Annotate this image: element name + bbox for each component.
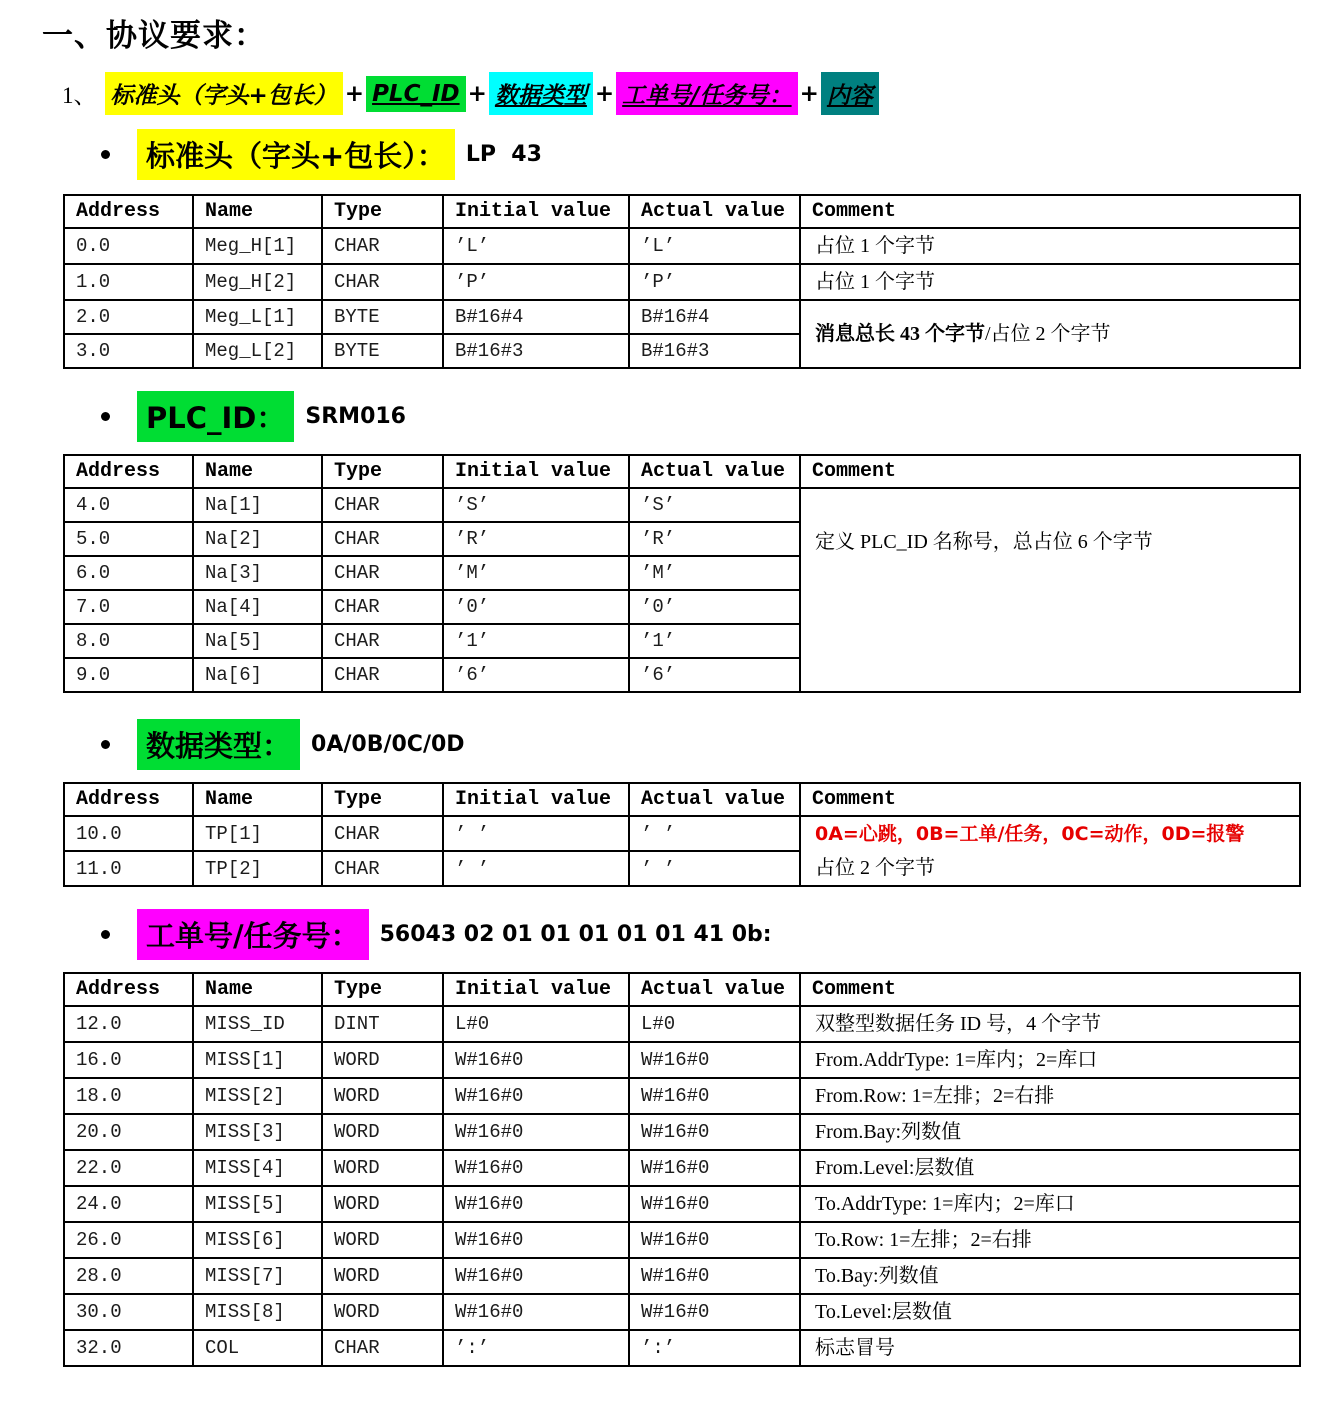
cell-comment xyxy=(800,1006,1300,1042)
cell-comment xyxy=(800,1258,1300,1294)
column-header: Comment xyxy=(800,455,1300,488)
comment-text: 消息总长 43 个字节 xyxy=(815,323,985,345)
cell-name: Na[3] xyxy=(193,556,322,590)
comment-text: 定义 PLC_ID 名称号，总占位 6 个字节 xyxy=(815,531,1153,553)
cell-comment xyxy=(800,816,1300,886)
header-row xyxy=(64,783,1300,816)
comment-text: 标志冒号 xyxy=(815,1337,895,1359)
cell-type: WORD xyxy=(322,1222,443,1258)
cell-initial-value: L#0 xyxy=(443,1006,629,1042)
formula-segment: + xyxy=(799,80,819,107)
cell-type: BYTE xyxy=(322,334,443,368)
cell-initial-value: W#16#0 xyxy=(443,1150,629,1186)
cell-initial-value: W#16#0 xyxy=(443,1222,629,1258)
section-value-standard-header: LP 43 xyxy=(465,142,542,167)
column-header: Address xyxy=(64,195,193,228)
cell-actual-value: W#16#0 xyxy=(629,1114,800,1150)
cell-type: WORD xyxy=(322,1114,443,1150)
cell-type: WORD xyxy=(322,1150,443,1186)
cell-actual-value: ’6’ xyxy=(629,658,800,692)
table-row xyxy=(64,1078,1300,1114)
cell-actual-value: ’S’ xyxy=(629,488,800,522)
bullet-icon xyxy=(101,150,110,159)
column-header: Actual value xyxy=(629,455,800,488)
cell-name: MISS[1] xyxy=(193,1042,322,1078)
cell-name: MISS[6] xyxy=(193,1222,322,1258)
formula-segments xyxy=(105,72,879,115)
formula-segment: + xyxy=(344,80,365,107)
comment-text: To.Row: 1=左排；2=右排 xyxy=(815,1229,1032,1251)
cell-type: CHAR xyxy=(322,556,443,590)
cell-comment xyxy=(800,1078,1300,1114)
cell-actual-value: ’M’ xyxy=(629,556,800,590)
comment-text: 双整型数据任务 ID 号，4 个字节 xyxy=(815,1013,1102,1035)
comment-text: 占位 2 个字节 xyxy=(815,857,935,879)
cell-comment xyxy=(800,1150,1300,1186)
table-row xyxy=(64,300,1300,334)
cell-comment xyxy=(800,1114,1300,1150)
cell-address: 4.0 xyxy=(64,488,193,522)
column-header: Initial value xyxy=(443,783,629,816)
list-number: 1、 xyxy=(62,83,97,108)
cell-actual-value: W#16#0 xyxy=(629,1042,800,1078)
cell-name: Na[1] xyxy=(193,488,322,522)
cell-initial-value: ’:’ xyxy=(443,1330,629,1366)
data-type-table xyxy=(63,782,1301,887)
cell-name: Meg_H[1] xyxy=(193,228,322,264)
bullet-line xyxy=(101,719,1344,770)
column-header: Initial value xyxy=(443,973,629,1006)
column-header: Name xyxy=(193,455,322,488)
section-label-plc-id: PLC_ID： xyxy=(137,391,294,442)
cell-type: WORD xyxy=(322,1078,443,1114)
comment-text: From.Level:层数值 xyxy=(815,1157,975,1179)
column-header: Initial value xyxy=(443,195,629,228)
column-header: Comment xyxy=(800,195,1300,228)
cell-comment xyxy=(800,488,1300,692)
cell-actual-value: ’0’ xyxy=(629,590,800,624)
cell-initial-value: W#16#0 xyxy=(443,1078,629,1114)
cell-comment xyxy=(800,1042,1300,1078)
table-row xyxy=(64,1330,1300,1366)
column-header: Name xyxy=(193,973,322,1006)
cell-name: TP[1] xyxy=(193,816,322,851)
cell-initial-value: ’P’ xyxy=(443,264,629,300)
comment-text: To.Level:层数值 xyxy=(815,1301,952,1323)
cell-address: 3.0 xyxy=(64,334,193,368)
bullet-icon xyxy=(101,930,110,939)
formula-segment: 标准头（字头+包长） xyxy=(105,72,343,115)
section-data-type xyxy=(0,719,1344,887)
cell-type: CHAR xyxy=(322,488,443,522)
cell-actual-value: W#16#0 xyxy=(629,1222,800,1258)
cell-type: CHAR xyxy=(322,522,443,556)
comment-text: From.AddrType: 1=库内；2=库口 xyxy=(815,1049,1098,1071)
cell-actual-value: ’1’ xyxy=(629,624,800,658)
cell-type: CHAR xyxy=(322,1330,443,1366)
cell-actual-value: ’ ’ xyxy=(629,851,800,886)
cell-initial-value: W#16#0 xyxy=(443,1186,629,1222)
cell-type: WORD xyxy=(322,1294,443,1330)
comment-text: 占位 1 个字节 xyxy=(815,271,935,293)
cell-name: MISS[5] xyxy=(193,1186,322,1222)
column-header: Type xyxy=(322,195,443,228)
cell-type: WORD xyxy=(322,1042,443,1078)
cell-actual-value: ’:’ xyxy=(629,1330,800,1366)
table-row xyxy=(64,228,1300,264)
comment-text: To.AddrType: 1=库内；2=库口 xyxy=(815,1193,1075,1215)
column-header: Actual value xyxy=(629,195,800,228)
cell-name: COL xyxy=(193,1330,322,1366)
table-row xyxy=(64,1294,1300,1330)
table-row xyxy=(64,264,1300,300)
cell-initial-value: ’ ’ xyxy=(443,816,629,851)
cell-address: 30.0 xyxy=(64,1294,193,1330)
column-header: Name xyxy=(193,195,322,228)
cell-address: 11.0 xyxy=(64,851,193,886)
cell-name: Na[4] xyxy=(193,590,322,624)
work-order-table xyxy=(63,972,1301,1367)
cell-initial-value: B#16#3 xyxy=(443,334,629,368)
cell-name: MISS_ID xyxy=(193,1006,322,1042)
header-row xyxy=(64,455,1300,488)
column-header: Actual value xyxy=(629,973,800,1006)
cell-type: CHAR xyxy=(322,851,443,886)
section-value-plc-id: SRM016 xyxy=(305,404,406,429)
cell-type: CHAR xyxy=(322,624,443,658)
cell-actual-value: ’ ’ xyxy=(629,816,800,851)
cell-name: Na[5] xyxy=(193,624,322,658)
table-row xyxy=(64,1222,1300,1258)
cell-type: CHAR xyxy=(322,816,443,851)
cell-name: Na[2] xyxy=(193,522,322,556)
cell-address: 2.0 xyxy=(64,300,193,334)
cell-actual-value: W#16#0 xyxy=(629,1258,800,1294)
table-row xyxy=(64,488,1300,522)
cell-actual-value: W#16#0 xyxy=(629,1150,800,1186)
cell-address: 1.0 xyxy=(64,264,193,300)
cell-initial-value: W#16#0 xyxy=(443,1294,629,1330)
protocol-formula-line xyxy=(62,72,1344,115)
cell-address: 5.0 xyxy=(64,522,193,556)
formula-segment: 工单号/任务号： xyxy=(616,72,797,115)
cell-comment xyxy=(800,264,1300,300)
cell-address: 22.0 xyxy=(64,1150,193,1186)
cell-initial-value: W#16#0 xyxy=(443,1114,629,1150)
cell-name: MISS[4] xyxy=(193,1150,322,1186)
cell-comment xyxy=(800,1294,1300,1330)
cell-comment xyxy=(800,1186,1300,1222)
cell-actual-value: W#16#0 xyxy=(629,1078,800,1114)
cell-address: 26.0 xyxy=(64,1222,193,1258)
column-header: Name xyxy=(193,783,322,816)
cell-type: WORD xyxy=(322,1258,443,1294)
column-header: Address xyxy=(64,455,193,488)
cell-type: CHAR xyxy=(322,590,443,624)
cell-type: CHAR xyxy=(322,658,443,692)
column-header: Type xyxy=(322,455,443,488)
cell-name: TP[2] xyxy=(193,851,322,886)
column-header: Type xyxy=(322,973,443,1006)
cell-actual-value: ’L’ xyxy=(629,228,800,264)
cell-address: 18.0 xyxy=(64,1078,193,1114)
comment-text: From.Row: 1=左排；2=右排 xyxy=(815,1085,1055,1107)
section-value-data-type: 0A/0B/0C/0D xyxy=(311,732,465,757)
section-label-data-type: 数据类型： xyxy=(137,719,300,770)
column-header: Type xyxy=(322,783,443,816)
formula-segment: + xyxy=(467,80,487,107)
cell-initial-value: ’R’ xyxy=(443,522,629,556)
cell-initial-value: B#16#4 xyxy=(443,300,629,334)
cell-address: 20.0 xyxy=(64,1114,193,1150)
cell-comment xyxy=(800,1330,1300,1366)
comment-text: 0A=心跳，0B=工单/任务，0C=动作，0D=报警 xyxy=(815,823,1245,845)
cell-type: WORD xyxy=(322,1186,443,1222)
cell-initial-value: ’0’ xyxy=(443,590,629,624)
comment-text: From.Bay:列数值 xyxy=(815,1121,962,1143)
table-row xyxy=(64,1258,1300,1294)
formula-segment: PLC_ID xyxy=(366,76,466,112)
section-plc-id xyxy=(0,391,1344,693)
cell-name: Meg_H[2] xyxy=(193,264,322,300)
cell-actual-value: B#16#4 xyxy=(629,300,800,334)
column-header: Address xyxy=(64,783,193,816)
section-value-work-order: 56043 02 01 01 01 01 01 41 0b: xyxy=(379,922,772,947)
bullet-line xyxy=(101,129,1344,180)
comment-text: 占位 1 个字节 xyxy=(815,235,935,257)
cell-comment xyxy=(800,1222,1300,1258)
cell-actual-value: L#0 xyxy=(629,1006,800,1042)
table-row xyxy=(64,1006,1300,1042)
cell-initial-value: ’L’ xyxy=(443,228,629,264)
header-row xyxy=(64,195,1300,228)
formula-segment: + xyxy=(594,80,615,107)
document-page xyxy=(0,10,1344,1412)
cell-address: 10.0 xyxy=(64,816,193,851)
cell-name: MISS[3] xyxy=(193,1114,322,1150)
cell-address: 6.0 xyxy=(64,556,193,590)
formula-segment: 数据类型 xyxy=(489,72,593,115)
table-row xyxy=(64,1186,1300,1222)
cell-initial-value: ’6’ xyxy=(443,658,629,692)
comment-text: /占位 2 个字节 xyxy=(985,323,1111,345)
column-header: Initial value xyxy=(443,455,629,488)
bullet-icon xyxy=(101,412,110,421)
cell-address: 16.0 xyxy=(64,1042,193,1078)
cell-comment xyxy=(800,300,1300,368)
column-header: Comment xyxy=(800,783,1300,816)
header-row xyxy=(64,973,1300,1006)
cell-type: CHAR xyxy=(322,264,443,300)
plc-id-table xyxy=(63,454,1301,693)
cell-initial-value: W#16#0 xyxy=(443,1042,629,1078)
section-label-standard-header: 标准头（字头+包长）： xyxy=(137,129,455,180)
table-row xyxy=(64,816,1300,851)
cell-address: 9.0 xyxy=(64,658,193,692)
cell-name: MISS[7] xyxy=(193,1258,322,1294)
cell-address: 0.0 xyxy=(64,228,193,264)
cell-actual-value: W#16#0 xyxy=(629,1186,800,1222)
section-standard-header xyxy=(0,129,1344,369)
column-header: Actual value xyxy=(629,783,800,816)
formula-segment: 内容 xyxy=(821,72,879,115)
cell-name: Meg_L[1] xyxy=(193,300,322,334)
column-header: Address xyxy=(64,973,193,1006)
cell-name: Na[6] xyxy=(193,658,322,692)
column-header: Comment xyxy=(800,973,1300,1006)
table-row xyxy=(64,1042,1300,1078)
cell-initial-value: ’S’ xyxy=(443,488,629,522)
bullet-line xyxy=(101,391,1344,442)
cell-address: 12.0 xyxy=(64,1006,193,1042)
cell-type: DINT xyxy=(322,1006,443,1042)
cell-address: 28.0 xyxy=(64,1258,193,1294)
bullet-line xyxy=(101,909,1344,960)
cell-address: 24.0 xyxy=(64,1186,193,1222)
cell-initial-value: ’M’ xyxy=(443,556,629,590)
cell-initial-value: W#16#0 xyxy=(443,1258,629,1294)
cell-name: Meg_L[2] xyxy=(193,334,322,368)
table-row xyxy=(64,1114,1300,1150)
table-row xyxy=(64,1150,1300,1186)
cell-actual-value: ’R’ xyxy=(629,522,800,556)
comment-text: To.Bay:列数值 xyxy=(815,1265,939,1287)
cell-initial-value: ’ ’ xyxy=(443,851,629,886)
cell-address: 8.0 xyxy=(64,624,193,658)
cell-actual-value: W#16#0 xyxy=(629,1294,800,1330)
cell-comment xyxy=(800,228,1300,264)
standard-header-table xyxy=(63,194,1301,369)
cell-type: CHAR xyxy=(322,228,443,264)
cell-name: MISS[8] xyxy=(193,1294,322,1330)
cell-address: 7.0 xyxy=(64,590,193,624)
cell-initial-value: ’1’ xyxy=(443,624,629,658)
cell-address: 32.0 xyxy=(64,1330,193,1366)
section-work-order xyxy=(0,909,1344,1367)
cell-name: MISS[2] xyxy=(193,1078,322,1114)
page-title: 一、协议要求： xyxy=(42,18,266,54)
cell-actual-value: ’P’ xyxy=(629,264,800,300)
bullet-icon xyxy=(101,740,110,749)
section-label-work-order: 工单号/任务号： xyxy=(137,909,369,960)
cell-type: BYTE xyxy=(322,300,443,334)
cell-actual-value: B#16#3 xyxy=(629,334,800,368)
